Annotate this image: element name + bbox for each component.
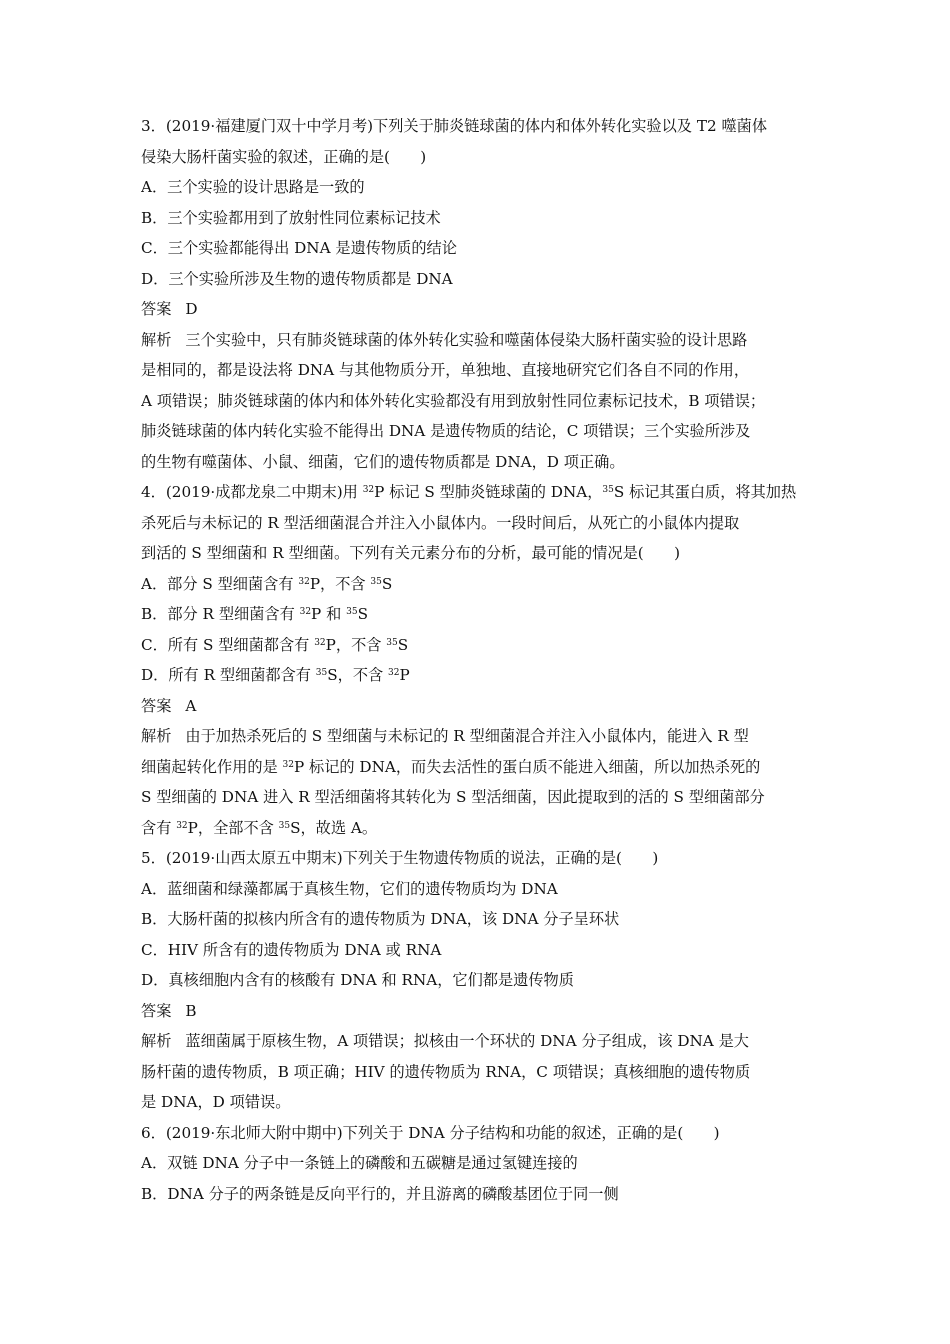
q4-analysis-line-1 — [141, 725, 811, 747]
q6-stem-line-1: 6．(2019·东北师大附中期中)下列关于 DNA 分子结构和功能的叙述，正确的是( ) — [141, 1124, 720, 1142]
q5-answer — [141, 1000, 811, 1022]
isotope-superscript: 32 — [298, 577, 310, 587]
option-text: S — [357, 605, 368, 623]
q3-analysis-line-5: 的生物有噬菌体、小鼠、细菌，它们的遗传物质都是 DNA，D 项正确。 — [141, 453, 625, 471]
q3-option-b: B．三个实验都用到了放射性同位素标记技术 — [141, 209, 441, 227]
q6-option-a: A．双链 DNA 分子中一条链上的磷酸和五碳糖是通过氢键连接的 — [141, 1154, 578, 1172]
isotope-superscript: 32 — [299, 607, 312, 617]
q6-option-b: B．DNA 分子的两条链是反向平行的，并且游离的磷酸基团位于同一侧 — [141, 1185, 619, 1203]
q4-option-d — [141, 664, 811, 686]
q5-stem-line-1: 5．(2019·山西太原五中期末)下列关于生物遗传物质的说法，正确的是( ) — [141, 849, 659, 867]
option-text: P — [399, 666, 410, 684]
q3-analysis-line-3: A 项错误；肺炎链球菌的体内和体外转化实验都没有用到放射性同位素标记技术，B 项错误； — [141, 392, 766, 410]
isotope-superscript: 35 — [346, 607, 358, 617]
q5-analysis-line-2: 肠杆菌的遗传物质，B 项正确；HIV 的遗传物质为 RNA，C 项错误；真核细胞的遗传物质 — [141, 1063, 751, 1081]
q3-analysis-line-2: 是相同的，都是设法将 DNA 与其他物质分开，单独地、直接地研究它们各自不同的作用， — [141, 361, 750, 379]
answer-label: 答案 — [141, 697, 172, 715]
option-text: D．所有 R 型细菌都含有 — [141, 666, 316, 684]
analysis-text: S，故选 A。 — [290, 819, 378, 837]
q4-stem-line-2: 杀死后与未标记的 R 型活细菌混合并注入小鼠体内。一段时间后，从死亡的小鼠体内提取 — [141, 514, 740, 532]
option-text: P，不含 — [325, 636, 387, 654]
analysis-text: 细菌起转化作用的是 — [141, 758, 283, 776]
q4-option-b — [141, 603, 811, 625]
isotope-superscript: 35 — [386, 638, 398, 648]
q4-option-c — [141, 634, 811, 656]
q4-stem-part: P 标记 S 型肺炎链球菌的 DNA， — [374, 483, 603, 501]
q3-answer — [141, 298, 811, 320]
analysis-label: 解析 — [141, 727, 172, 745]
analysis-label: 解析 — [141, 331, 172, 349]
isotope-superscript: 32 — [314, 638, 326, 648]
q4-stem-part: S 标记其蛋白质，将其加热 — [613, 483, 797, 501]
q3-stem-line-1: 3．(2019·福建厦门双十中学月考)下列关于肺炎链球菌的体内和体外转化实验以及 T2 噬菌体 — [141, 117, 768, 135]
q4-answer — [141, 695, 811, 717]
option-text: S — [381, 575, 393, 593]
option-text: S，不含 — [327, 666, 389, 684]
q4-analysis-line-4 — [141, 817, 811, 839]
analysis-text: P 标记的 DNA，而失去活性的蛋白质不能进入细菌，所以加热杀死的 — [293, 758, 761, 776]
q5-analysis-text-1: 蓝细菌属于原核生物，A 项错误；拟核由一个环状的 DNA 分子组成，该 DNA 是大 — [185, 1032, 749, 1050]
q5-option-d: D．真核细胞内含有的核酸有 DNA 和 RNA，它们都是遗传物质 — [141, 971, 574, 989]
answer-label: 答案 — [141, 1002, 172, 1020]
option-text: P 和 — [311, 605, 347, 623]
isotope-superscript: 32 — [176, 821, 188, 831]
q5-analysis-line-3: 是 DNA，D 项错误。 — [141, 1093, 291, 1111]
q3-analysis-text-1: 三个实验中，只有肺炎链球菌的体外转化实验和噬菌体侵染大肠杆菌实验的设计思路 — [185, 331, 748, 349]
q3-option-c: C．三个实验都能得出 DNA 是遗传物质的结论 — [141, 239, 457, 257]
q4-stem-line-1 — [141, 481, 811, 503]
q3-analysis-line-1 — [141, 329, 811, 351]
answer-label: 答案 — [141, 300, 172, 318]
option-text: S — [397, 636, 409, 654]
isotope-superscript: 32 — [362, 485, 375, 495]
q4-stem-part: 4．(2019·成都龙泉二中期末)用 — [141, 483, 363, 501]
option-text: P，不含 — [309, 575, 371, 593]
option-text: C．所有 S 型细菌都含有 — [141, 636, 315, 654]
q5-answer-value: B — [185, 1002, 197, 1020]
q4-stem-line-3: 到活的 S 型细菌和 R 型细菌。下列有关元素分布的分析，最可能的情况是( ) — [141, 544, 681, 562]
q4-analysis-line-3: S 型细菌的 DNA 进入 R 型活细菌将其转化为 S 型活细菌，因此提取到的活的 S 型细菌部分 — [141, 788, 765, 806]
isotope-superscript: 32 — [282, 760, 294, 770]
isotope-superscript: 32 — [388, 668, 400, 678]
analysis-label: 解析 — [141, 1032, 172, 1050]
option-text: B．部分 R 型细菌含有 — [141, 605, 300, 623]
q5-option-c: C．HIV 所含有的遗传物质为 DNA 或 RNA — [141, 941, 442, 959]
q4-analysis-line-2 — [141, 756, 811, 778]
q3-option-a: A．三个实验的设计思路是一致的 — [141, 178, 365, 196]
q4-option-a — [141, 573, 811, 595]
q4-analysis-text-1: 由于加热杀死后的 S 型细菌与未标记的 R 型细菌混合并注入小鼠体内，能进入 R 型 — [185, 727, 749, 745]
analysis-text: 含有 — [141, 819, 177, 837]
q4-answer-value: A — [185, 697, 197, 715]
isotope-superscript: 35 — [370, 577, 382, 587]
option-text: A．部分 S 型细菌含有 — [141, 575, 299, 593]
isotope-superscript: 35 — [315, 668, 328, 678]
q5-option-b: B．大肠杆菌的拟核内所含有的遗传物质为 DNA，该 DNA 分子呈环状 — [141, 910, 620, 928]
q5-analysis-line-1 — [141, 1030, 811, 1052]
q3-stem-line-2: 侵染大肠杆菌实验的叙述，正确的是( ) — [141, 148, 427, 166]
isotope-superscript: 35 — [278, 821, 291, 831]
q3-answer-value: D — [185, 300, 198, 318]
isotope-superscript: 35 — [602, 485, 614, 495]
q3-analysis-line-4: 肺炎链球菌的体内转化实验不能得出 DNA 是遗传物质的结论，C 项错误；三个实验所涉及 — [141, 422, 751, 440]
q3-option-d: D．三个实验所涉及生物的遗传物质都是 DNA — [141, 270, 453, 288]
analysis-text: P，全部不含 — [187, 819, 279, 837]
q5-option-a: A．蓝细菌和绿藻都属于真核生物，它们的遗传物质均为 DNA — [141, 880, 558, 898]
